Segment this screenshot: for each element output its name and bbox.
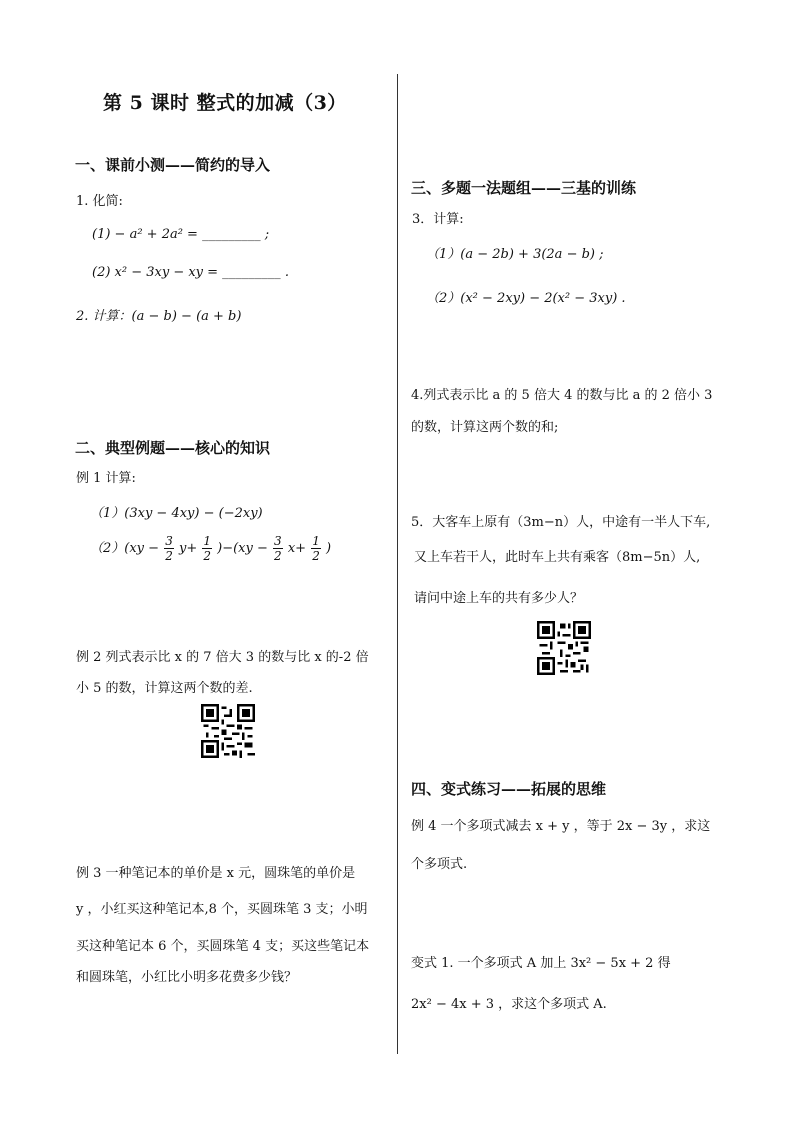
example-2-line-2: 小 5 的数，计算这两个数的差. — [76, 681, 253, 696]
section-1-heading: 一、课前小测——简约的导入 — [75, 156, 271, 174]
expr-segment: ) — [325, 541, 332, 556]
example-3-line-2: y ，小红买这种笔记本,8 个，买圆珠笔 3 支；小明 — [76, 902, 368, 917]
variant-1-line-1: 变式 1. 一个多项式 A 加上 3x² − 5x + 2 得 — [411, 956, 671, 971]
question-3-part-2: （2）(x² − 2xy) − 2(x² − 3xy) . — [426, 291, 626, 306]
question-5-line-1: 5．大客车上原有（3m−n）人，中途有一半人下车, — [411, 515, 711, 530]
expr-segment: y+ — [178, 541, 198, 556]
example-3-line-3: 买这种笔记本 6 个，买圆珠笔 4 支；买这些笔记本 — [76, 939, 370, 954]
question-4-line-2: 的数，计算这两个数的和; — [411, 420, 559, 435]
qr-code-icon — [537, 621, 591, 675]
example-1-part-2 — [90, 534, 331, 563]
qr-code-icon — [201, 704, 255, 758]
example-1-part-1: （1）(3xy − 4xy) − (−2xy) — [90, 506, 263, 521]
page-title: 第 5 课时 整式的加减（3） — [103, 92, 347, 114]
fraction: $\frac{3}{2}$ — [165, 534, 173, 563]
question-3-label: 3．计算: — [412, 212, 464, 227]
question-5-line-2: 又上车若干人，此时车上共有乘客（8m−5n）人, — [414, 550, 701, 565]
section-3-heading: 三、多题一法题组——三基的训练 — [411, 179, 637, 197]
fraction: $\frac{3}{2}$ — [274, 534, 282, 563]
fraction: $\frac{1}{2}$ — [203, 534, 211, 563]
question-3-part-1: （1）(a − 2b) + 3(2a − b) ; — [426, 247, 604, 262]
question-1-part-1: (1) − a² + 2a² = _________ ; — [92, 227, 270, 242]
section-2-heading: 二、典型例题——核心的知识 — [75, 439, 271, 457]
question-1-label: 1. 化简: — [76, 194, 123, 209]
question-5-line-3: 请问中途上车的共有多少人？ — [414, 591, 584, 606]
expr-segment: )−(xy − — [217, 541, 268, 556]
fraction: $\frac{1}{2}$ — [312, 534, 320, 563]
variant-1-line-2: 2x² − 4x + 3 ，求这个多项式 A. — [411, 997, 607, 1012]
column-divider — [397, 74, 398, 1054]
expr-segment: （2）(xy − — [90, 541, 160, 556]
question-4-line-1: 4.列式表示比 a 的 5 倍大 4 的数与比 a 的 2 倍小 3 — [411, 388, 713, 403]
expr-segment: x+ — [287, 541, 307, 556]
example-3-line-1: 例 3 一种笔记本的单价是 x 元，圆珠笔的单价是 — [76, 866, 356, 881]
example-3-line-4: 和圆珠笔，小红比小明多花费多少钱？ — [76, 970, 298, 985]
section-4-heading: 四、变式练习——拓展的思维 — [411, 780, 607, 798]
example-2-line-1: 例 2 列式表示比 x 的 7 倍大 3 的数与比 x 的-2 倍 — [76, 650, 369, 665]
example-1-label: 例 1 计算: — [76, 471, 136, 486]
example-4-line-2: 个多项式. — [411, 857, 468, 872]
question-2: 2. 计算：(a − b) − (a + b) — [76, 309, 242, 324]
example-4-line-1: 例 4 一个多项式减去 x + y ，等于 2x − 3y ，求这 — [411, 819, 711, 834]
question-1-part-2: (2) x² − 3xy − xy = _________ . — [92, 265, 289, 280]
